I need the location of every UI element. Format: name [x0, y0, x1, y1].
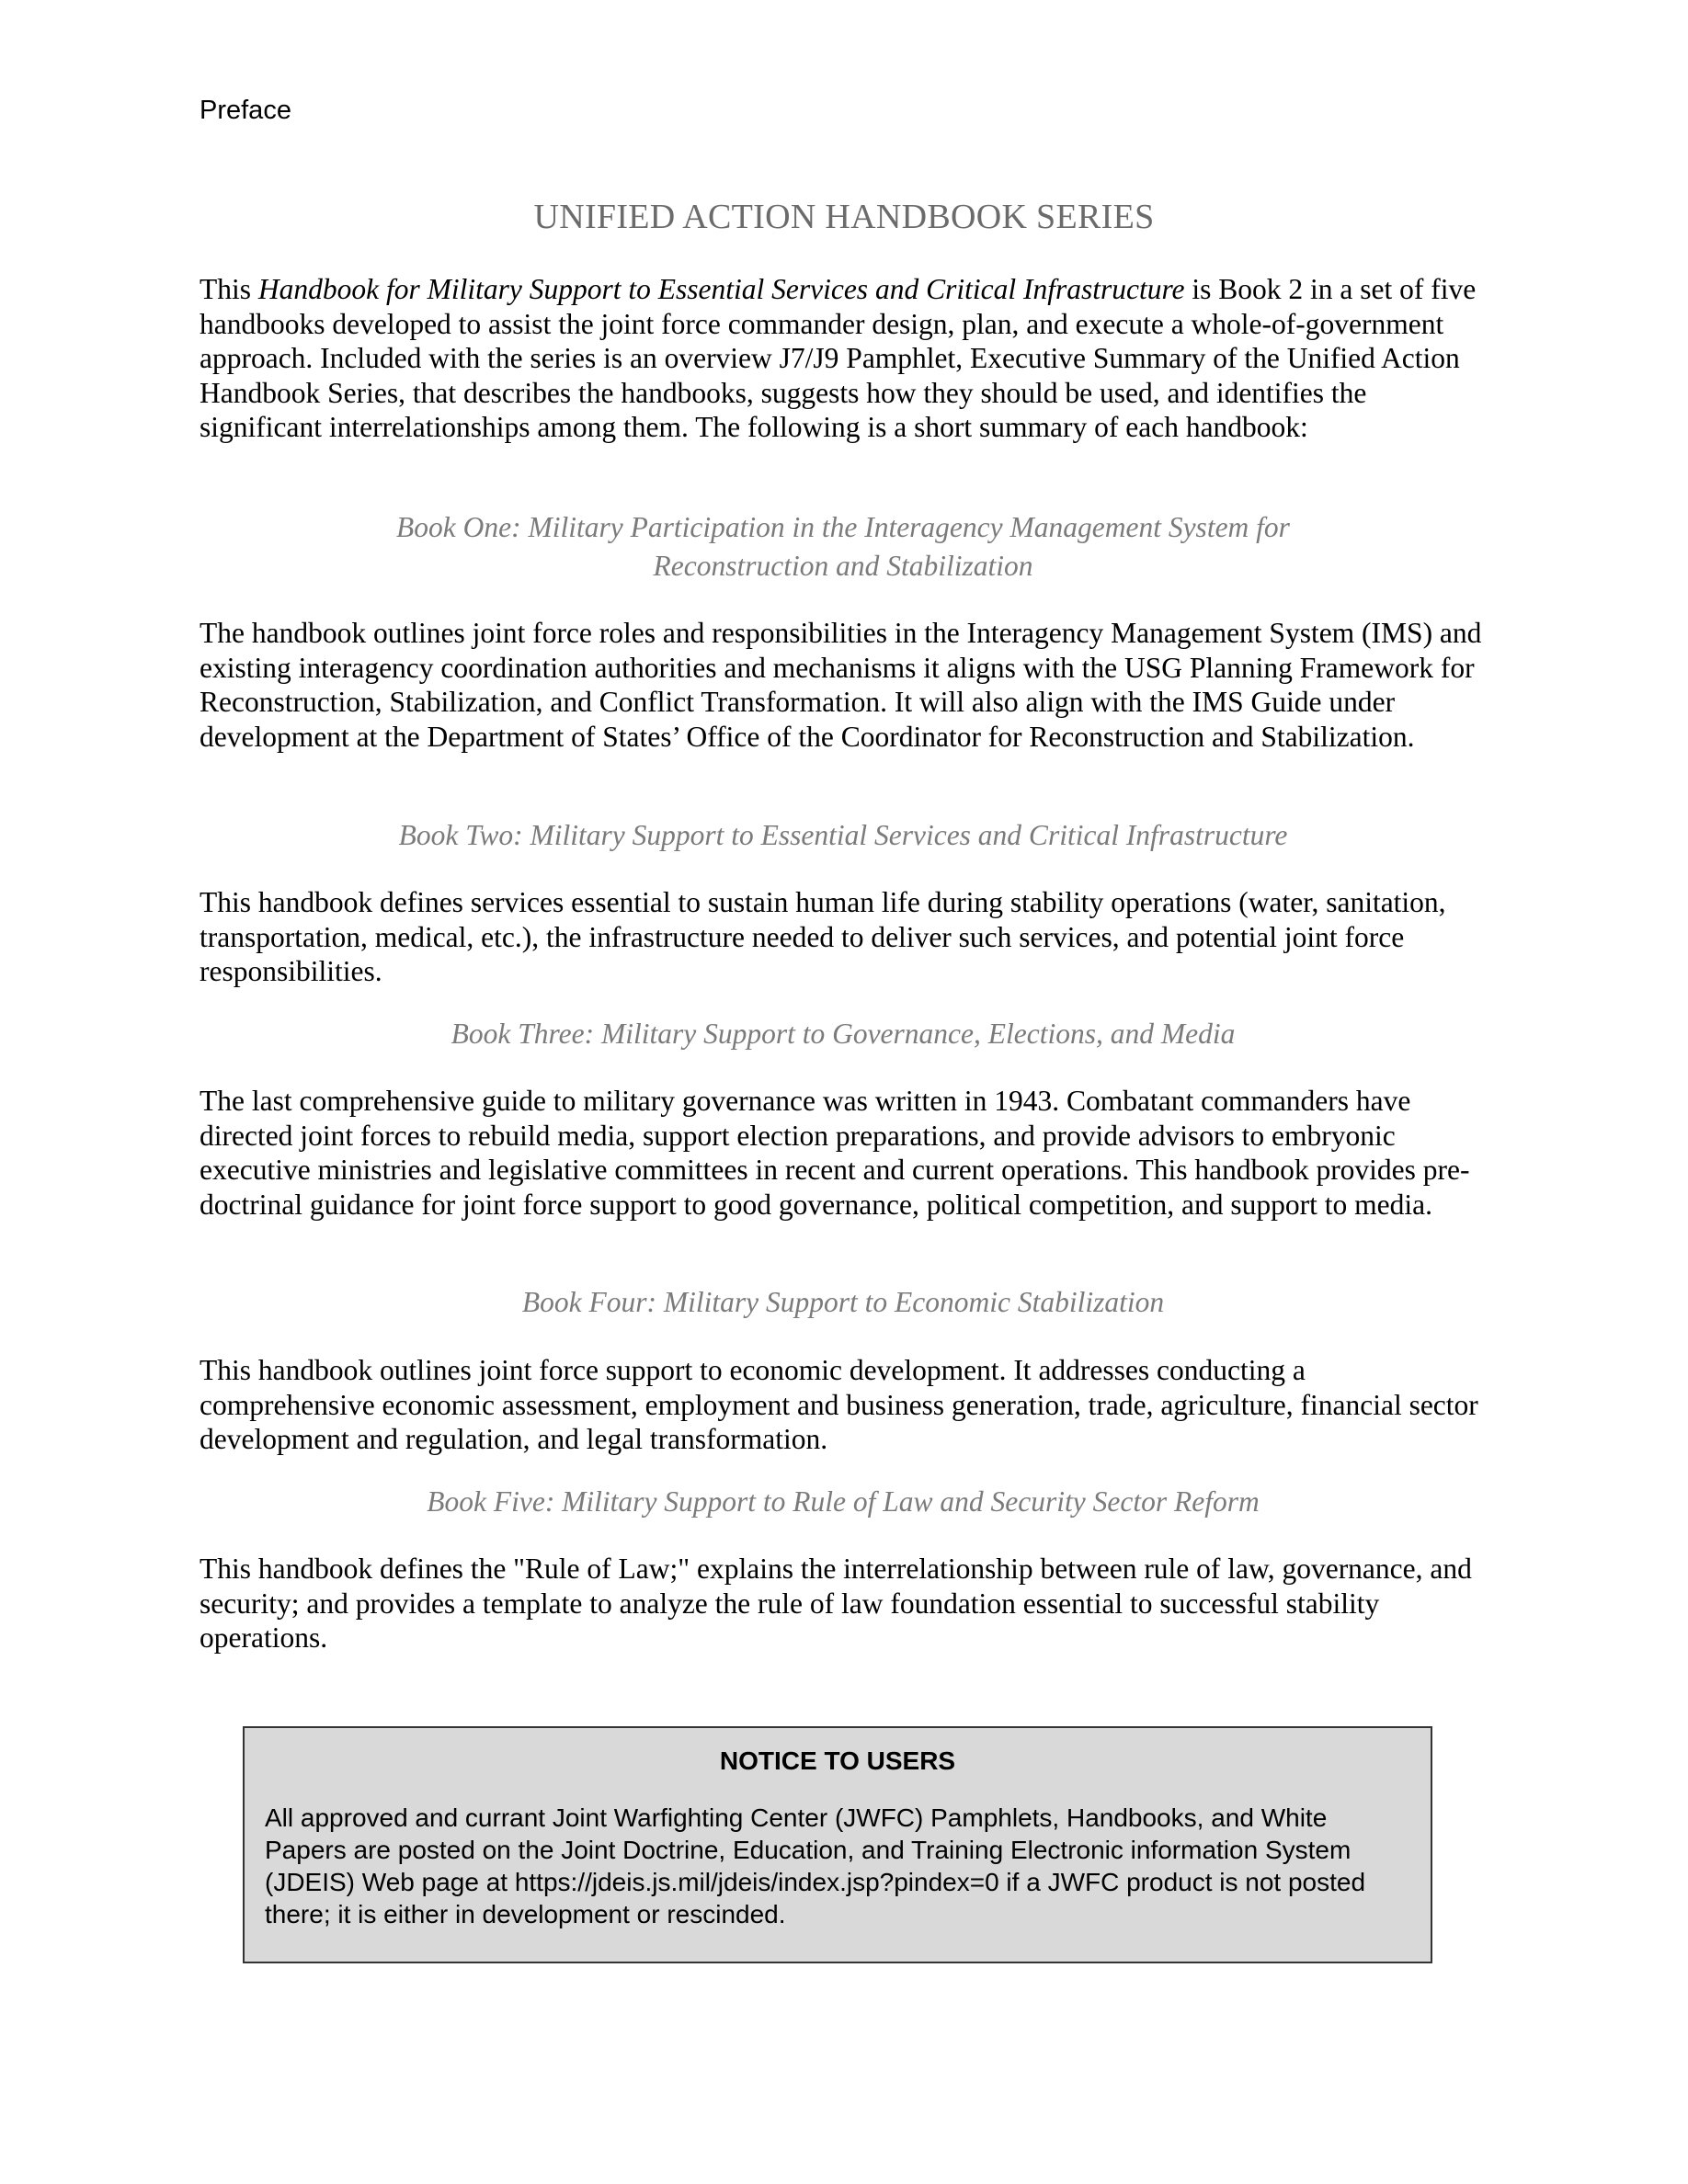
intro-lead: This [200, 273, 258, 305]
book-three-heading: Book Three: Military Support to Governance, Elections, and Media [451, 1018, 1236, 1050]
book-five-heading: Book Five: Military Support to Rule of Law and Security Sector Reform [427, 1485, 1260, 1518]
intro-rest: is Book 2 in a set of five handbooks developed to assist the joint force commander design, plan, and execute a whole-of-government approach. Included with the series is an overview J7/J9 Pamphlet, Executive Summary of the Unified Action Handbook Series, that describes the handbooks, suggests how they should be used, and identifies the significant interrelationships among them. The following is a short summary of each handbook: [200, 273, 1477, 444]
book-one-summary: The handbook outlines joint force roles and responsibilities in the Interagency Management System (IMS) and existing interagency coordination authorities and mechanisms it aligns with the USG Planning Framework for Reconstruction, Stabilization, and Conflict Transformation. It will also align with the IMS Guide under development at the Department of States’ Office of the Coordinator for Reconstruction and Stabilization. [200, 617, 1482, 753]
book-one-heading [200, 508, 1487, 586]
notice-text: All approved and currant Joint Warfighting Center (JWFC) Pamphlets, Handbooks, and White Papers are posted on the Joint Doctrine, Education, and Training Electronic information System (JDEIS) Web page at https://jdeis.js.mil/jdeis/index.jsp?pindex=0 if a JWFC product is not posted there; it is either in development or rescinded. [265, 1803, 1366, 1928]
book-three-summary: The last comprehensive guide to military governance was written in 1943. Combatant commanders have directed joint forces to rebuild media, support election preparations, and provide advisors to embryonic executive ministries and legislative committees in recent and current operations. This handbook provides pre-doctrinal guidance for joint force support to good governance, political competition, and support to media. [200, 1085, 1470, 1221]
book-two-summary: This handbook defines services essential to sustain human life during stability operations (water, sanitation, transportation, medical, etc.), the infrastructure needed to deliver such services, and potential joint force responsibilities. [200, 886, 1446, 988]
series-title: UNIFIED ACTION HANDBOOK SERIES [533, 198, 1155, 236]
running-header: Preface [200, 96, 291, 125]
book-one-heading-line2: Reconstruction and Stabilization [653, 550, 1033, 582]
intro-paragraph [200, 272, 1487, 445]
book-one-heading-line1: Book One: Military Participation in the Interagency Management System for [396, 511, 1290, 543]
book-four-summary: This handbook outlines joint force support to economic development. It addresses conducting a comprehensive economic assessment, employment and business generation, trade, agriculture, financial sector development and regulation, and legal transformation. [200, 1354, 1478, 1456]
intro-book-title: Handbook for Military Support to Essential Services and Critical Infrastructure [257, 273, 1185, 305]
book-two-heading: Book Two: Military Support to Essential Services and Critical Infrastructure [398, 819, 1288, 851]
notice-box [243, 1726, 1432, 1963]
notice-title: NOTICE TO USERS [719, 1746, 956, 1775]
book-four-heading: Book Four: Military Support to Economic Stabilization [521, 1286, 1165, 1318]
book-five-summary: This handbook defines the "Rule of Law;" explains the interrelationship between rule of law, governance, and security; and provides a template to analyze the rule of law foundation essential to successful stability operations. [200, 1553, 1472, 1655]
